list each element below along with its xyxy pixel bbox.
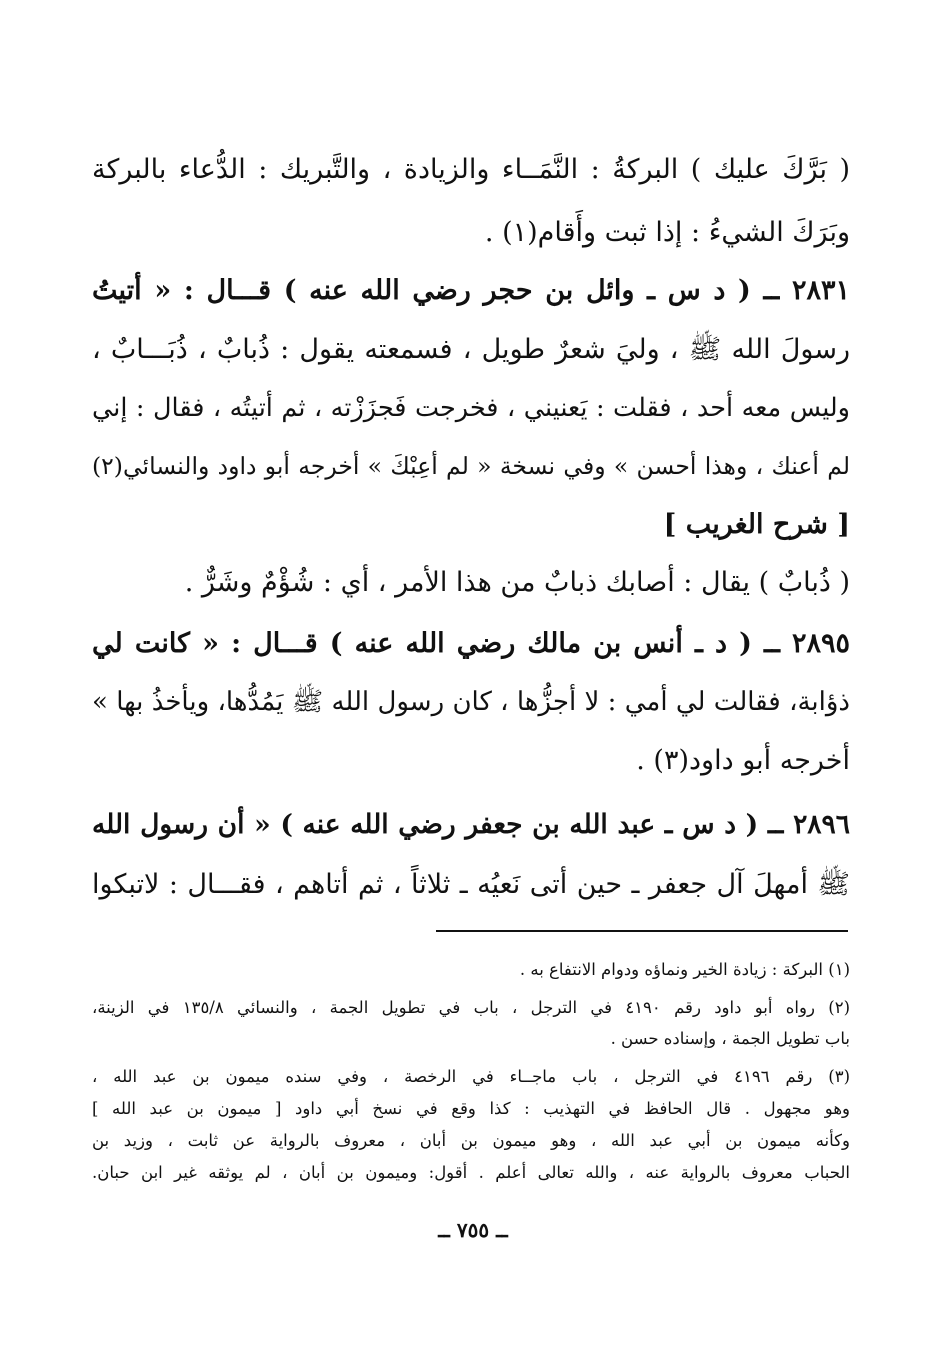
body-line-8: ( ذُبابٌ ) يقال : أصابك ذبابٌ من هذا الأمر ، أي : شُؤْمٌ وشَرٌّ . bbox=[184, 567, 850, 598]
body-line-5: وليس معه أحد ، فقلت : يَعنيني ، فخرجت فَجزَزْته ، ثم أتيتُه ، فقال : إني bbox=[92, 393, 850, 423]
footnote-2-line-1: (٢) رواه أبو داود رقم ٤١٩٠ في الترجل ، باب في تطويل الجمة ، والنسائي ١٣٥/٨ في الزينة، bbox=[92, 998, 850, 1017]
page-number: ــ ٧٥٥ ــ bbox=[438, 1218, 508, 1242]
section-heading-sharh-al-gharib: [ شرح الغريب ] bbox=[663, 509, 850, 540]
body-line-10: ذؤابة، فقالت لي أمي : لا أجزُّها ، كان رسول الله ﷺ يَمُدُّها، ويأخذُ بها » bbox=[92, 687, 850, 717]
footnote-3-line-3: وكأنه ميمون بن أبي عبد الله ، وهو ميمون بن أبان ، معروف بالرواية عن ثابت ، وزيد بن bbox=[92, 1131, 850, 1150]
hadith-2895-heading: ٢٨٩٥ ــ ( د ـ أنس بن مالك رضي الله عنه ) قـــال : « كانت لي bbox=[92, 628, 850, 659]
footnote-3-line-4: الحباب معروف بالرواية عنه ، والله تعالى أعلم . أقول: وميمون بن أبان ، لم يوثقه غير ابن حبان. bbox=[92, 1163, 850, 1182]
hadith-2831-heading: ٢٨٣١ ــ ( د س ـ وائل بن حجر رضي الله عنه ) قـــال : « أتيتُ bbox=[92, 275, 850, 306]
footnote-3-line-2: وهو مجهول . قال الحافظ في التهذيب : كذا وقع في نسخ أبي داود [ ميمون بن عبد الله ] bbox=[92, 1099, 850, 1118]
body-line-11: أخرجه أبو داود(٣) . bbox=[636, 745, 850, 776]
body-line-6: لم أعنك ، وهذا أحسن » وفي نسخة « لم أعِبْكَ » أخرجه أبو داود والنسائي(٢) bbox=[92, 452, 850, 480]
footnote-2-line-2: باب تطويل الجمة ، وإسناده حسن . bbox=[610, 1029, 850, 1048]
body-line-4: رسولَ الله ﷺ ، وليَ شعرٌ طويل ، فسمعته يقول : ذُبابٌ ، ذُبَـــابٌ ، bbox=[92, 334, 850, 365]
footnote-3-line-1: (٣) رقم ٤١٩٦ في الترجل ، باب ماجــاء في الرخصة ، وفي سنده ميمون بن عبد الله ، bbox=[92, 1067, 850, 1086]
footnote-separator bbox=[436, 930, 848, 932]
body-line-2: وبَرَكَ الشيءُ : إذا ثبت وأَقام(١) . bbox=[484, 217, 850, 248]
footnote-1: (١) البركة : زيادة الخير ونماؤه ودوام الانتفاع به . bbox=[519, 960, 850, 979]
hadith-2896-heading: ٢٨٩٦ ــ ( د س ـ عبد الله بن جعفر رضي الله عنه ) « أن رسول الله bbox=[92, 809, 850, 840]
body-line-13: ﷺ أمهلَ آل جعفر ـ حين أتى نَعيُه ـ ثلاثاً ، ثم أتاهم ، فقـــال : لاتبكوا bbox=[92, 869, 850, 900]
body-line-1: ( بَرَّكَ عليك ) البركةُ : النَّمَــاء والزيادة ، والتَّبريك : الدُّعاء بالبركة bbox=[92, 154, 850, 185]
